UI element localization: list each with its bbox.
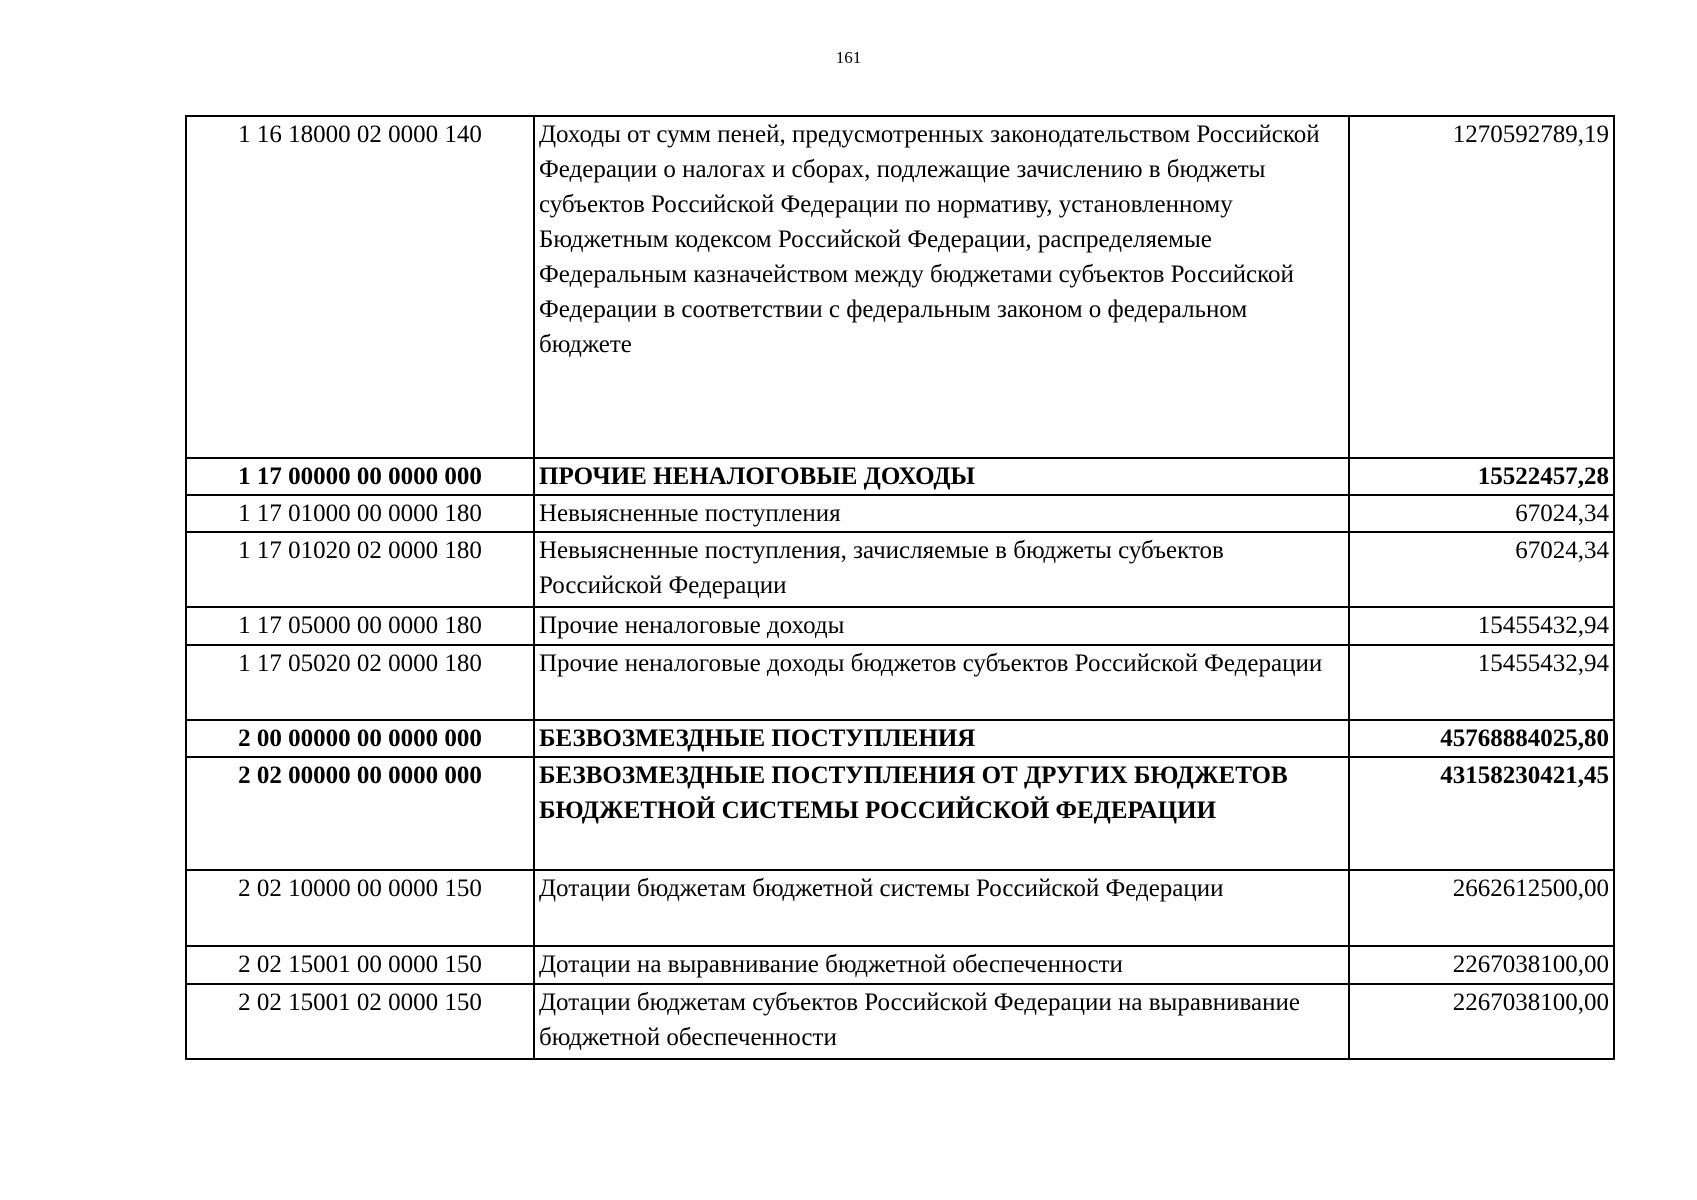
revenue-amount: 2267038100,00 [1349, 946, 1614, 984]
table-row [186, 757, 1614, 870]
revenue-code: 2 00 00000 00 0000 000 [186, 720, 534, 757]
revenue-code: 2 02 00000 00 0000 000 [186, 757, 534, 870]
budget-revenue-table [185, 115, 1615, 1060]
table-row [186, 495, 1614, 532]
revenue-name: Невыясненные поступления, зачисляемые в бюджеты субъектов Российской Федерации [534, 532, 1349, 607]
revenue-amount: 67024,34 [1349, 532, 1614, 607]
revenue-code: 2 02 15001 00 0000 150 [186, 946, 534, 984]
revenue-amount: 1270592789,19 [1349, 116, 1614, 458]
revenue-amount: 45768884025,80 [1349, 720, 1614, 757]
table-row [186, 532, 1614, 607]
revenue-name: БЕЗВОЗМЕЗДНЫЕ ПОСТУПЛЕНИЯ ОТ ДРУГИХ БЮДЖЕТОВ БЮДЖЕТНОЙ СИСТЕМЫ РОССИЙСКОЙ ФЕДЕРАЦИИ [534, 757, 1349, 870]
table-row [186, 946, 1614, 984]
revenue-code: 2 02 10000 00 0000 150 [186, 870, 534, 946]
table-row [186, 116, 1614, 458]
revenue-amount: 15522457,28 [1349, 458, 1614, 495]
table-row [186, 458, 1614, 495]
revenue-name: Прочие неналоговые доходы бюджетов субъектов Российской Федерации [534, 645, 1349, 720]
page-number: 161 [835, 48, 862, 67]
revenue-name: Дотации на выравнивание бюджетной обеспеченности [534, 946, 1349, 984]
revenue-name: ПРОЧИЕ НЕНАЛОГОВЫЕ ДОХОДЫ [534, 458, 1349, 495]
revenue-amount: 67024,34 [1349, 495, 1614, 532]
revenue-amount: 2662612500,00 [1349, 870, 1614, 946]
revenue-name: БЕЗВОЗМЕЗДНЫЕ ПОСТУПЛЕНИЯ [534, 720, 1349, 757]
revenue-amount: 15455432,94 [1349, 607, 1614, 645]
revenue-amount: 43158230421,45 [1349, 757, 1614, 870]
revenue-code: 2 02 15001 02 0000 150 [186, 984, 534, 1059]
table-row [186, 607, 1614, 645]
revenue-name: Дотации бюджетам субъектов Российской Федерации на выравнивание бюджетной обеспеченности [534, 984, 1349, 1059]
table-row [186, 984, 1614, 1059]
revenue-name: Доходы от сумм пеней, предусмотренных законодательством Российской Федерации о налогах и сборах, подлежащие зачислению в бюджеты субъектов Российской Федерации по нормативу, установленному Бюджетным кодексом Российской Федерации, распределяемые Федеральным казначейством между бюджетами субъектов Российской Федерации в соответствии с федеральным законом о федеральном бюджете [534, 116, 1349, 458]
table-row [186, 720, 1614, 757]
revenue-code: 1 17 00000 00 0000 000 [186, 458, 534, 495]
revenue-amount: 2267038100,00 [1349, 984, 1614, 1059]
revenue-code: 1 17 05020 02 0000 180 [186, 645, 534, 720]
revenue-amount: 15455432,94 [1349, 645, 1614, 720]
revenue-code: 1 17 05000 00 0000 180 [186, 607, 534, 645]
revenue-code: 1 17 01020 02 0000 180 [186, 532, 534, 607]
revenue-name: Невыясненные поступления [534, 495, 1349, 532]
revenue-name: Дотации бюджетам бюджетной системы Российской Федерации [534, 870, 1349, 946]
table-row [186, 645, 1614, 720]
revenue-code: 1 17 01000 00 0000 180 [186, 495, 534, 532]
revenue-name: Прочие неналоговые доходы [534, 607, 1349, 645]
revenue-code: 1 16 18000 02 0000 140 [186, 116, 534, 458]
table-row [186, 870, 1614, 946]
